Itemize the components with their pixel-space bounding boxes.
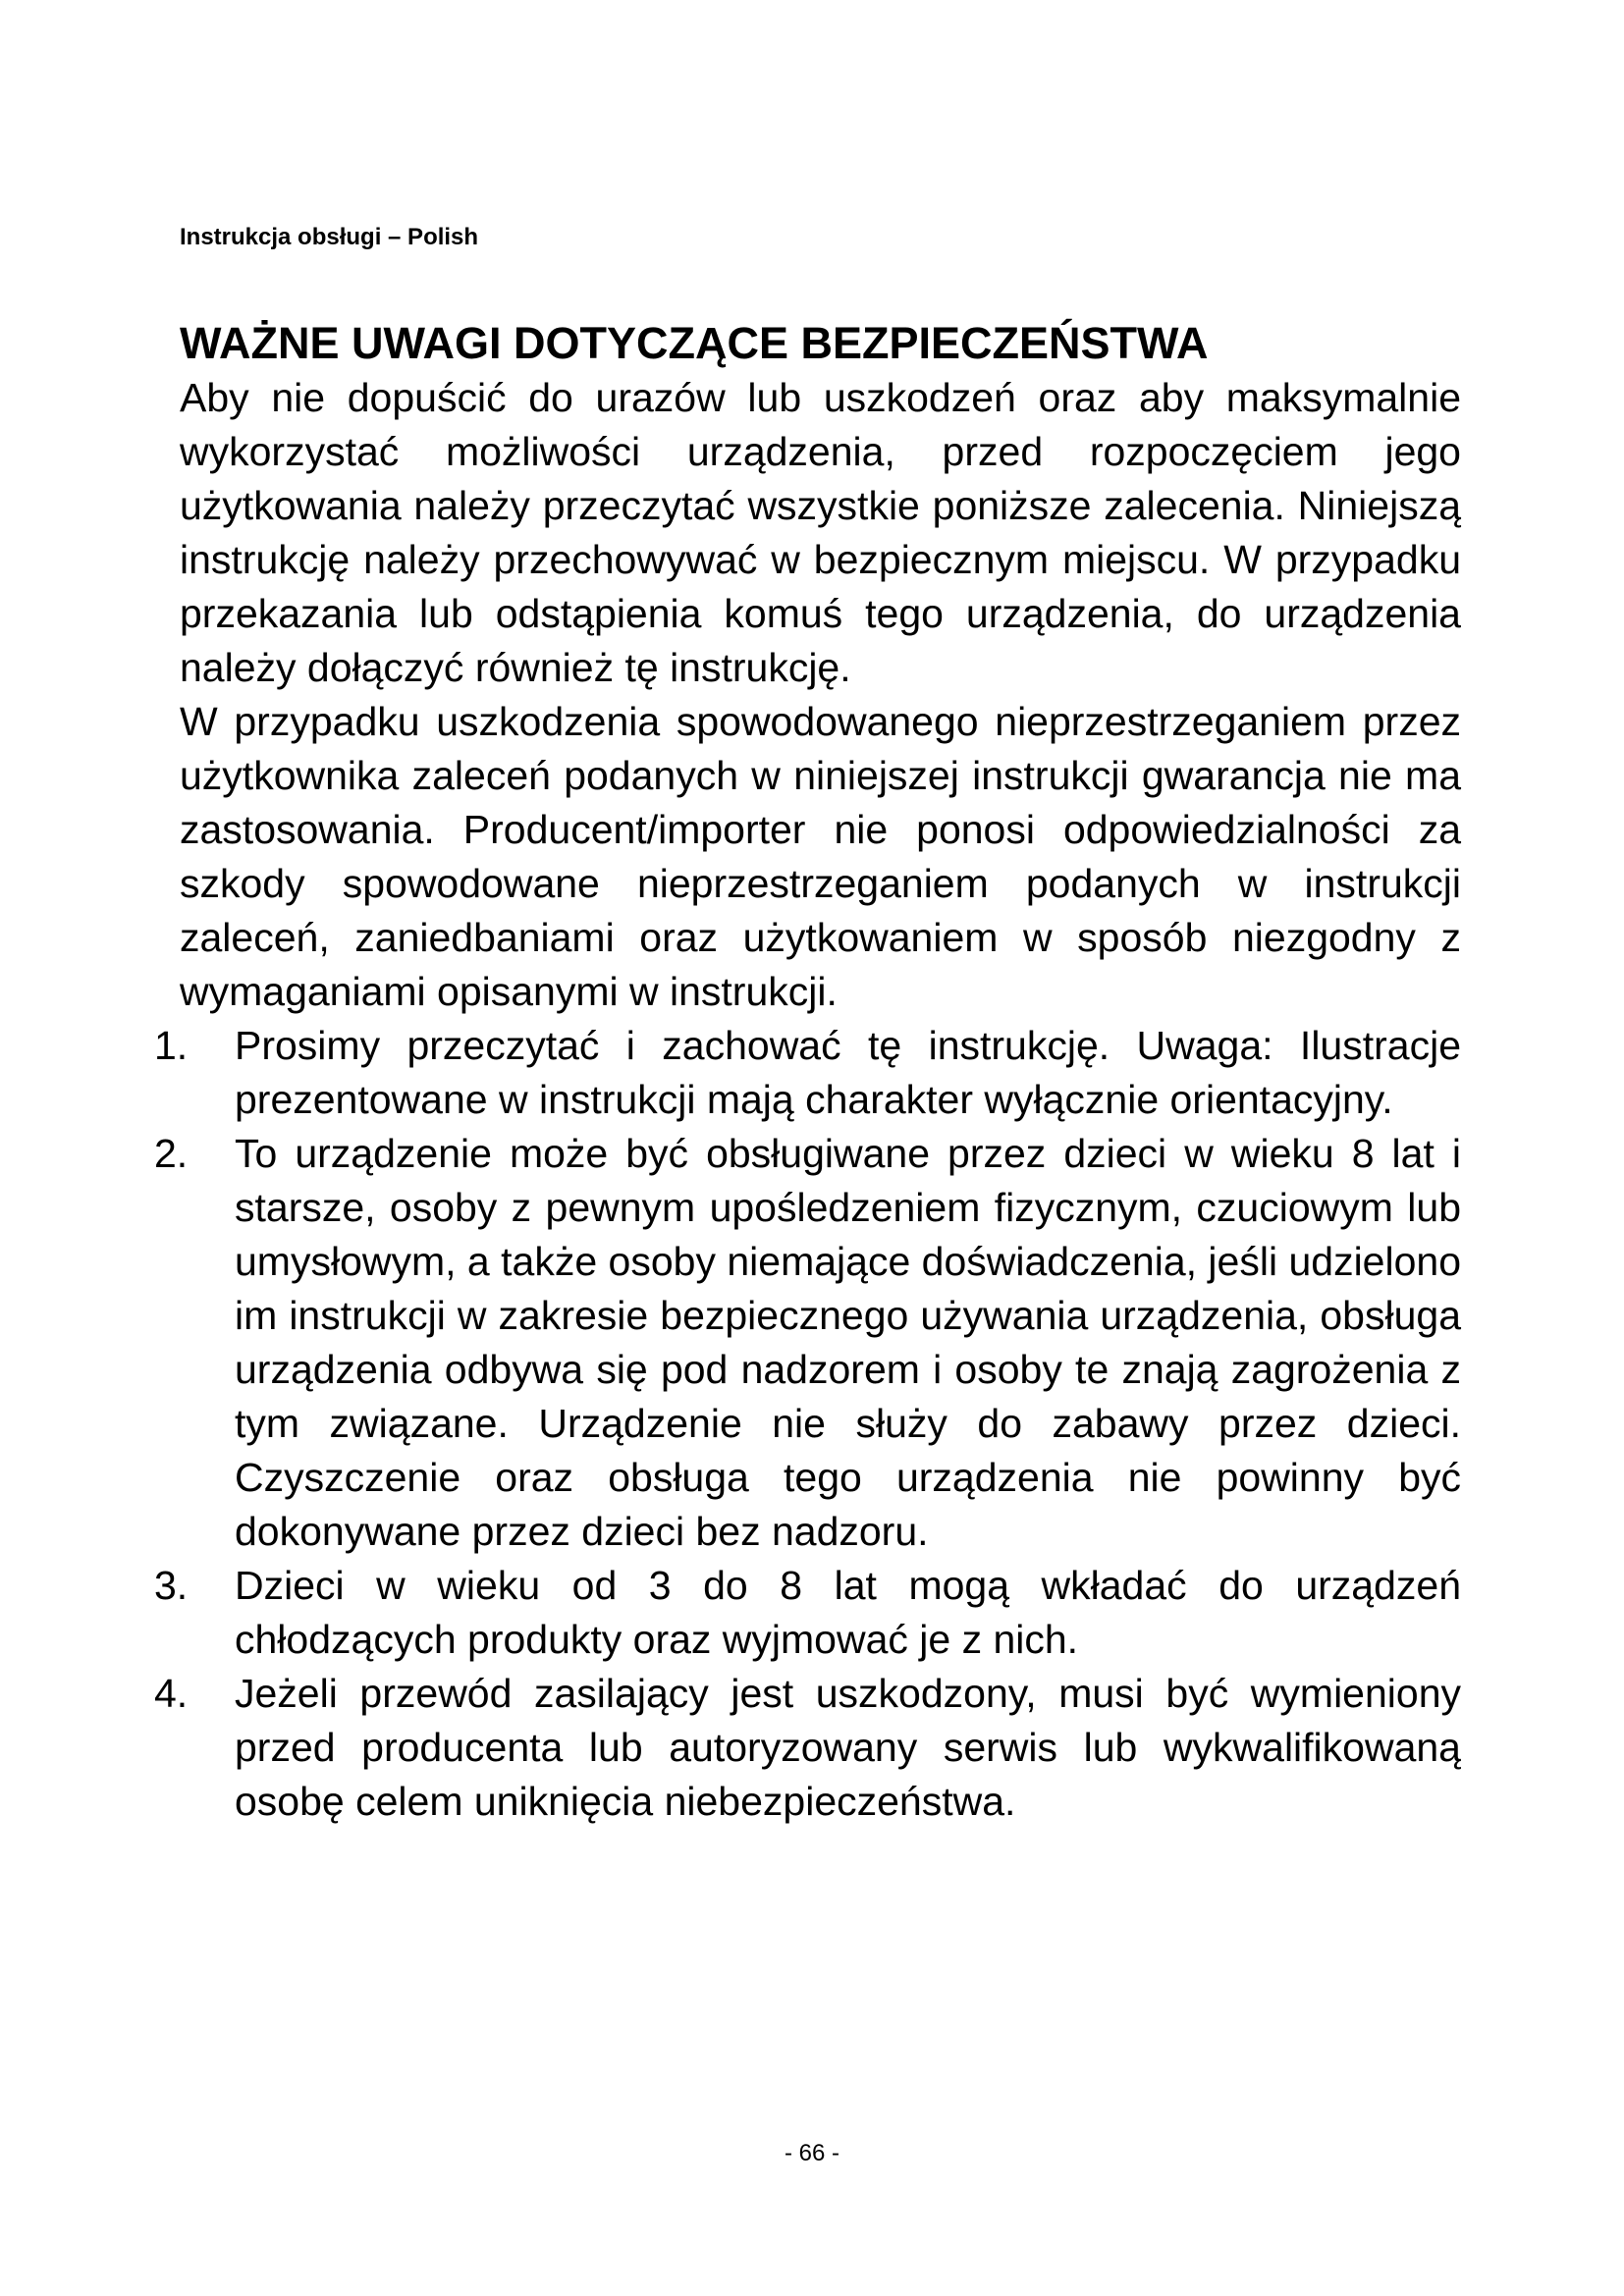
list-item-text: Dzieci w wieku od 3 do 8 lat mogą wkładać do urządzeń chłodzących produkty oraz wyjmować je z nich. (235, 1563, 1461, 1662)
safety-section (154, 316, 1461, 1829)
safety-list (154, 1019, 1461, 1829)
list-item (154, 1019, 1461, 1127)
list-item-text: Jeżeli przewód zasilający jest uszkodzony, musi być wymieniony przed producenta lub autoryzowany serwis lub wykwalifikowaną osobę celem uniknięcia niebezpieczeństwa. (235, 1671, 1461, 1824)
warranty-paragraph: W przypadku uszkodzenia spowodowanego nieprzestrzeganiem przez użytkownika zaleceń podanych w niniejszej instrukcji gwarancja nie ma zastosowania. Producent/importer nie ponosi odpowiedzialności za szkody spowodowane nieprzestrzeganiem podanych w instrukcji zaleceń, zaniedbaniami oraz użytkowaniem w sposób niezgodny z wymaganiami opisanymi w instrukcji. (180, 699, 1461, 1014)
page-number: - 66 - (784, 2140, 839, 2166)
list-item-number: 4. (154, 1671, 189, 1716)
intro-paragraph: Aby nie dopuścić do urazów lub uszkodzeń oraz aby maksymalnie wykorzystać możliwości urządzenia, przed rozpoczęciem jego użytkowania należy przeczytać wszystkie poniższe zalecenia. Niniejszą instrukcję należy przechowywać w bezpiecznym miejscu. W przypadku przekazania lub odstąpienia komuś tego urządzenia, do urządzenia należy dołączyć również tę instrukcję. (180, 375, 1461, 690)
list-item-number: 1. (154, 1023, 189, 1068)
list-item (154, 1559, 1461, 1667)
list-item-number: 2. (154, 1131, 189, 1176)
list-item (154, 1127, 1461, 1559)
running-header: Instrukcja obsługi – Polish (180, 224, 479, 250)
list-item (154, 1667, 1461, 1829)
list-item-number: 3. (154, 1563, 189, 1608)
list-item-text: Prosimy przeczytać i zachować tę instrukcję. Uwaga: Ilustracje prezentowane w instrukcji mają charakter wyłącznie orientacyjny. (235, 1023, 1461, 1122)
section-title: WAŻNE UWAGI DOTYCZĄCE BEZPIECZEŃSTWA (180, 318, 1209, 368)
list-item-text: To urządzenie może być obsługiwane przez dzieci w wieku 8 lat i starsze, osoby z pewnym upośledzeniem fizycznym, czuciowym lub umysłowym, a także osoby niemające doświadczenia, jeśli udzielono im instrukcji w zakresie bezpiecznego używania urządzenia, obsługa urządzenia odbywa się pod nadzorem i osoby te znają zagrożenia z tym związane. Urządzenie nie służy do zabawy przez dzieci. Czyszczenie oraz obsługa tego urządzenia nie powinny być dokonywane przez dzieci bez nadzoru. (235, 1131, 1461, 1554)
